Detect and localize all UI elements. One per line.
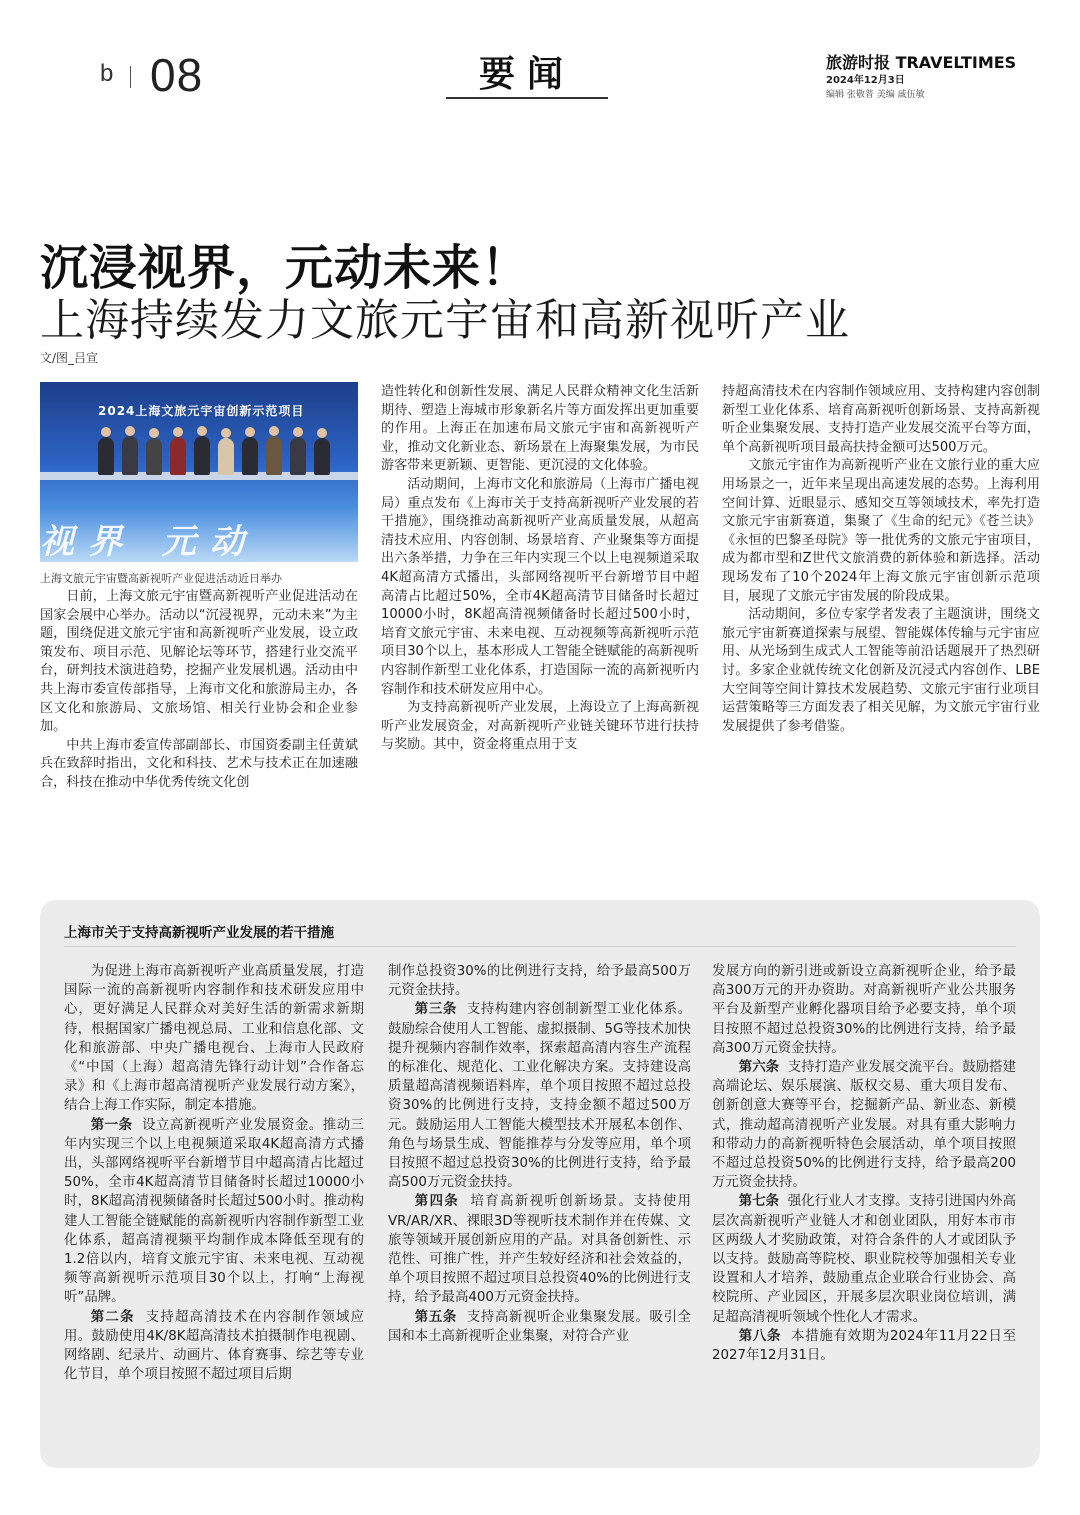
event-photo (40, 382, 358, 562)
policy-article-number: 第二条 (90, 1309, 135, 1325)
policy-article (712, 1058, 1016, 1192)
masthead-divider (130, 66, 131, 88)
article-column-2 (381, 383, 699, 755)
article-paragraph: 中共上海市委宣传部副部长、市国资委副主任黄斌兵在致辞时指出，文化和科技、艺术与技术正在加速融合，科技在推动中华优秀传统文化创 (40, 737, 358, 790)
section-title-underline (446, 97, 608, 99)
policy-text: 支持高新视听企业集聚发展。吸引全国和本土高新视听企业集聚，对符合产业 (388, 1309, 692, 1344)
article-column-3 (722, 383, 1040, 736)
policy-article (388, 1000, 691, 1192)
person-figure (98, 437, 114, 475)
policy-text: 培育高新视听创新场景。支持使用VR/AR/XR、裸眼3D等视听技术制作并在传媒、文旅等领域开展创新应用的产品。对具备创新性、示范性、可推广性，并产生较好经济和社会效益的，单个项目按照不超过项目总投资40%的比例进行支持，给予最高400万元资金扶持。 (388, 1194, 692, 1306)
policy-text: 支持构建内容创制新型工业化体系。鼓励综合使用人工智能、虚拟摄制、5G等技术加快提升视频内容制作效率，探索超高清内容生产流程的标准化、规范化、工业化解决方案。支持建设高质量超高清视频语料库，单个项目按照不超过总投资30%的比例进行支持，支持金额不超过500万元。鼓励运用人工智能大模型技术开展私本创作、角色与场景生成、智能推荐与分发等应用，单个项目按照不超过总投资30%的比例进行支持，给予最高500万元资金扶持。 (388, 1002, 692, 1191)
article-column-1 (40, 588, 358, 793)
policy-text: 支持超高清技术在内容制作领域应用。鼓励使用4K/8K超高清技术拍摄制作电视剧、网络剧、纪录片、动画片、体育赛事、综艺等专业化节目，单个项目按照不超过项目后期 (64, 1309, 365, 1383)
editors-credit: 编辑 张敬普 美编 戚伍敏 (826, 90, 925, 100)
byline: 文/图_吕宣 (40, 351, 99, 365)
policy-article-number: 第六条 (738, 1060, 780, 1076)
policy-article-number: 第一条 (90, 1117, 133, 1133)
photo-banner-title: 2024上海文旅元宇宙创新示范项目 (98, 404, 305, 418)
person-figure (290, 437, 306, 475)
person-figure (146, 438, 162, 475)
policy-article (388, 1192, 691, 1307)
issue-date: 2024年12月3日 (826, 75, 905, 86)
policy-article-number: 第五条 (414, 1309, 457, 1325)
person-figure (170, 437, 186, 475)
article-paragraph: 为支持高新视听产业发展，上海设立了上海高新视听产业发展资金，对高新视听产业链关键环节进行扶持与奖励。其中，资金将重点用于支 (381, 700, 699, 753)
person-figure (218, 438, 234, 475)
article-paragraph: 持超高清技术在内容制作领域应用、支持构建内容创制新型工业化体系、培育高新视听创新场景、支持高新视听企业集聚发展、支持打造产业发展交流平台等方面，单个高新视听项目最高扶持金额可达500万元。 (722, 384, 1040, 455)
policy-text: 支持打造产业发展交流平台。鼓励搭建高端论坛、娱乐展演、版权交易、重大项目发布、创新创意大赛等平台，挖掘新产品、新业态、新模式，推动超高清视听产业发展。对具有重大影响力和带动力的高新视听特色会展活动，单个项目按照不超过总投资50%的比例进行支持，给予最高200万元资金扶持。 (712, 1060, 1017, 1191)
policy-article (64, 1116, 364, 1308)
section-letter: b (100, 60, 114, 87)
person-figure (266, 436, 282, 475)
policy-article (64, 1308, 364, 1385)
policy-text: 设立高新视听产业发展资金。推动三年内实现三个以上电视频道采取4K超高清方式播出，头部网络视听平台新增节目中超高清占比超过50%，全市4K超高清节目储备时长超过10000小时，8K超高清视频储备时长超过500小时。推动构建人工智能全链赋能的高新视听内容制作新型工业化体系，超高清视频平均制作成本降低至现有的1.2倍以内，培育文旅元宇宙、未来电视、互动视频等高新视听示范项目30个以上，打响“上海视听”品牌。 (64, 1117, 365, 1306)
article-paragraph: 活动期间，多位专家学者发表了主题演讲，围绕文旅元宇宙新赛道探索与展望、智能媒体传输与元宇宙应用、从光场到生成式人工智能等前沿话题展开了热烈研讨。多家企业就传统文化创新及沉浸式内容创作、LBE大空间等空间计算技术发展趋势、文旅元宇宙行业项目运营策略等三方面发表了相关见解，为文旅元宇宙行业发展提供了参考借鉴。 (722, 607, 1040, 734)
policy-paragraph (64, 962, 364, 1116)
policy-text: 强化行业人才支撑。支持引进国内外高层次高新视听产业链人才和创业团队，用好本市市区两级人才奖励政策，对符合条件的人才或团队予以支持。鼓励高等院校、职业院校等加强相关专业设置和人才培养，鼓励重点企业联合行业协会、高校院所、产业园区，开展多层次职业岗位培训，满足超高清视听领域个性化人才需求。 (712, 1194, 1017, 1325)
policy-text: 制作总投资30%的比例进行支持，给予最高500万元资金扶持。 (388, 964, 691, 999)
person-figure (194, 436, 210, 475)
policy-box-divider (64, 946, 1016, 947)
policy-article-number: 第八条 (738, 1328, 782, 1344)
person-figure (122, 436, 138, 475)
policy-article-number: 第四条 (414, 1194, 460, 1210)
person-figure (314, 438, 330, 475)
policy-paragraph (388, 962, 691, 1000)
headline-sub: 上海持续发力文旅元宇宙和高新视听产业 (40, 295, 850, 346)
policy-text: 发展方向的新引进或新设立高新视听企业，给予最高300万元的开办资助。对高新视听产业公共服务平台及新型产业孵化器项目给予必要支持，单个项目按照不超过总投资30%的比例进行支持，给予最高300万元资金扶持。 (712, 964, 1016, 1056)
policy-article (712, 1327, 1016, 1365)
policy-paragraph (712, 962, 1016, 1058)
policy-article-number: 第三条 (414, 1002, 457, 1018)
photo-caption: 上海文旅元宇宙暨高新视听产业促进活动近日举办 (40, 572, 282, 585)
person-figure (242, 437, 258, 475)
policy-text: 本措施有效期为2024年11月22日至2027年12月31日。 (712, 1328, 1017, 1364)
section-title: 要闻 (478, 53, 575, 95)
policy-article (712, 1192, 1016, 1326)
policy-column-3 (712, 962, 1016, 1365)
article-paragraph: 文旅元宇宙作为高新视听产业在文旅行业的重大应用场景之一，近年来呈现出高速发展的态势。上海利用空间计算、近眼显示、感知交互等领域技术，率先打造文旅元宇宙新赛道，集聚了《生命的纪元》《苍兰诀》《永恒的巴黎圣母院》等一批优秀的文旅元宇宙项目，成为都市型和Z世代文旅消费的新体验和新选择。活动现场发布了10个2024年上海文旅元宇宙创新示范项目，展现了文旅元宇宙发展的阶段成果。 (722, 458, 1040, 604)
policy-article-number: 第七条 (738, 1194, 780, 1210)
policy-text: 为促进上海市高新视听产业高质量发展，打造国际一流的高新视听内容制作和技术研发应用中心，更好满足人民群众对美好生活的新需求新期待，根据国家广播电视总局、工业和信息化部、文化和旅游部、中央广播电视台、上海市人民政府《“中国（上海）超高清先锋行动计划”合作备忘录》和《上海市超高清视听产业发展行动方案》，结合上海工作实际，制定本措施。 (64, 964, 364, 1114)
policy-article (388, 1308, 691, 1346)
article-paragraph: 活动期间，上海市文化和旅游局（上海市广播电视局）重点发布《上海市关于支持高新视听产业发展的若干措施》，围绕推动高新视听产业高质量发展，从超高清技术应用、内容创制、场景培育、产业聚集等方面提出六条举措，力争在三年内实现三个以上电视频道采取4K超高清方式播出，头部网络视听平台新增节目中超高清占比超过50%，全市4K超高清节目储备时长超过10000小时，8K超高清视频储备时长超过500小时，培育文旅元宇宙、未来电视、互动视频等高新视听示范项目30个以上，基本形成人工智能全链赋能的高新视听内容制作新型工业化体系，打造国际一流的高新视听内容制作和技术研发应用中心。 (381, 476, 699, 697)
article-paragraph: 造性转化和创新性发展、满足人民群众精神文化生活新期待、塑造上海城市形象新名片等方面发挥出更加重要的作用。上海正在加速布局文旅元宇宙和高新视听产业，推动文化新业态、新场景在上海聚集发展，为市民游客带来更新颖、更智能、更沉浸的文化体验。 (381, 384, 699, 474)
photo-stage-text: 视界 元动 (40, 522, 258, 562)
policy-box-title: 上海市关于支持高新视听产业发展的若干措施 (64, 925, 334, 941)
article-paragraph: 日前，上海文旅元宇宙暨高新视听产业促进活动在国家会展中心举办。活动以“沉浸视界，元动未来”为主题，围绕促进文旅元宇宙和高新视听产业发展，设立政策发布、项目示范、见解论坛等环节，搭建行业交流平台，研判技术演进趋势，挖掘产业发展机遇。活动由中共上海市委宣传部指导，上海市文化和旅游局主办，各区文化和旅游局、文旅场馆、相关行业协会和企业参加。 (40, 589, 358, 735)
headline-main: 沉浸视界，元动未来！ (40, 240, 531, 296)
policy-column-1 (64, 962, 364, 1384)
policy-column-2 (388, 962, 691, 1346)
page-number: 08 (150, 49, 204, 101)
newspaper-name: 旅游时报 TRAVELTIMES (826, 53, 1017, 72)
